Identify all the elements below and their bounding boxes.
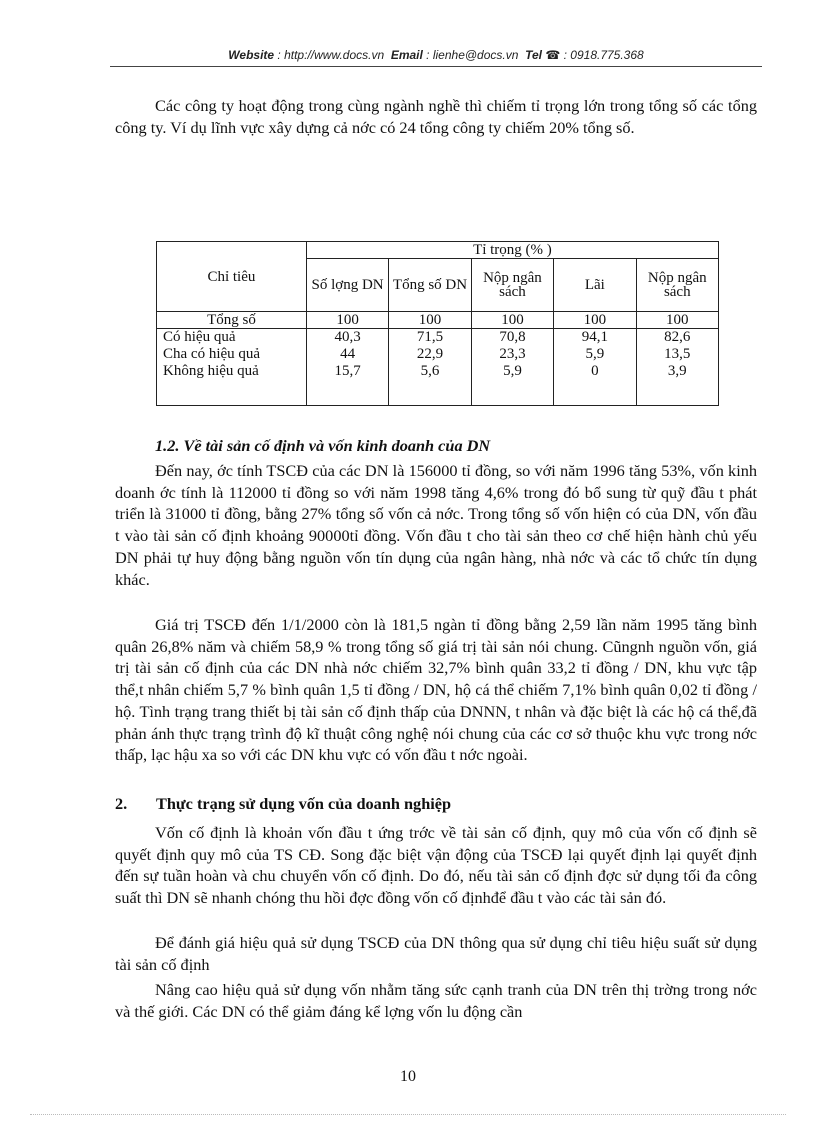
col-header: Nộp ngân sách [471, 259, 553, 312]
table-cell: 100 [389, 312, 471, 329]
table-cell: 22,9 [389, 346, 471, 363]
page-number: 10 [400, 1068, 416, 1085]
section-1-2-paragraph: Giá trị TSCĐ đến 1/1/2000 còn là 181,5 ngàn tỉ đồng bằng 2,59 lần năm 1995 tăng bình quân 26,8% năm và chiếm 58,9 % trong tổng số giá trị tài sản nói chung. Cũngnh nguồn vốn, giá trị tài sản cố định của các DN nhà nớc chiếm 32,7% bình quân 33,2 tỉ đồng / DN, khu vực tập thể,t nhân chiếm 5,7 % bình quân 1,5 tỉ đồng / DN, hộ cá thể chiếm 7,1% bình quân 0,02 tỉ đồng / hộ. Tình trạng trang thiết bị tài sản cố định thấp của DNNN, t nhân và đặc biệt là các hộ cá thể,đã phản ánh thực trạng trình độ kĩ thuật công nghệ nói chung của các cơ sở thuộc khu vực trong nớc thấp, lạc hậu xa so với các DN khu vực có vốn đầu t nớc ngoài. [115, 615, 757, 765]
table-cell: 100 [471, 312, 553, 329]
table-cell: 5,9 [471, 363, 553, 380]
table-cell: 100 [554, 312, 636, 329]
table-cell: 13,5 [636, 346, 718, 363]
section-2-paragraph: Vốn cố định là khoản vốn đầu t ứng trớc về tài sản cố định, quy mô của vốn cố định sẽ quyết định quy mô của TS CĐ. Song đặc biệt vận động của TSCĐ lại quyết định lại quyết định đến sự tuần hoàn và chu chuyển vốn cố định. Do đó, nếu tài sản cố định đợc sử dụng tối đa công suất thì DN sẽ nhanh chóng thu hồi đợc đồng vốn cố địnhđể đầu t vào các tài sản đó. [115, 823, 757, 908]
col-header: Nộp ngân sách [636, 259, 718, 312]
tel-value: : 0918.775.368 [563, 48, 644, 62]
total-label: Tổng số [157, 312, 307, 329]
table-row [157, 346, 719, 363]
table-cell: 44 [306, 346, 388, 363]
table-cell: 100 [306, 312, 388, 329]
email-value[interactable]: : lienhe@docs.vn [426, 48, 519, 62]
page-header [110, 48, 762, 62]
section-2-paragraph: Để đánh giá hiệu quả sử dụng TSCĐ của DN thông qua sử dụng chỉ tiêu hiệu suất sử dụng tài sản cố định [115, 933, 757, 974]
section-1-2-paragraph: Đến nay, ớc tính TSCĐ của các DN là 156000 tỉ đồng, so với năm 1996 tăng 53%, vốn kinh doanh ớc tính là 112000 tỉ đồng so với năm 1998 tăng 4,6% trong đó bổ sung từ quỹ đầu t phát triển là 31000 tỉ đồng, bằng 27% tổng số vốn cả nớc. Trong tổng số vốn hiện có của DN, vốn đầu t vào tài sản cố định khoảng 90000tỉ đồng. Vốn đầu t cho tài sản theo cơ chế hiện hành chủ yếu DN phải tự huy động bằng nguồn vốn tín dụng của ngân hàng, nhà nớc và các tổ chức tín dụng khác. [115, 461, 757, 589]
table-row-header: Chỉ tiêu [157, 242, 307, 312]
col-header: Số lợng DN [306, 259, 388, 312]
table-cell: 5,6 [389, 363, 471, 380]
section-1-2-heading: 1.2. Về tài sản cố định và vốn kinh doanh của DN [155, 436, 491, 455]
table-cell: 82,6 [636, 329, 718, 346]
col-header: Lãi [554, 259, 636, 312]
website-value[interactable]: : http://www.docs.vn [277, 48, 385, 62]
col-header: Tổng số DN [389, 259, 471, 312]
table-cell: 5,9 [554, 346, 636, 363]
table-cell: 100 [636, 312, 718, 329]
table-cell: 0 [554, 363, 636, 380]
intro-paragraph: Các công ty hoạt động trong cùng ngành nghề thì chiếm tỉ trọng lớn trong tổng số các tổng công ty. Ví dụ lĩnh vực xây dựng cả nớc có 24 tổng công ty chiếm 20% tổng số. [115, 96, 757, 137]
row-label: Cha có hiệu quả [157, 346, 307, 363]
section-2-paragraph: Nâng cao hiệu quả sử dụng vốn nhằm tăng sức cạnh tranh của DN trên thị trờng trong nớc và thế giới. Các DN có thể giảm đáng kể lợng vốn lu động cần [115, 980, 757, 1021]
table-cell: 3,9 [636, 363, 718, 380]
table-group-header: Tỉ trọng (% ) [306, 242, 718, 259]
table-cell: 94,1 [554, 329, 636, 346]
table-row [157, 329, 719, 346]
row-label: Có hiệu quả [157, 329, 307, 346]
row-label: Không hiệu quả [157, 363, 307, 380]
table-cell: 40,3 [306, 329, 388, 346]
phone-icon: ☎ [545, 48, 561, 62]
table-cell: 23,3 [471, 346, 553, 363]
email-label: Email [390, 48, 423, 62]
section-2-heading: 2. Thực trạng sử dụng vốn của doanh nghiệp [115, 794, 452, 813]
table-cell: 70,8 [471, 329, 553, 346]
footer-divider [30, 1114, 786, 1115]
table-cell: 71,5 [389, 329, 471, 346]
header-divider [110, 66, 762, 67]
ratio-table [156, 241, 719, 406]
table-row [157, 363, 719, 380]
table-cell: 15,7 [306, 363, 388, 380]
tel-label: Tel [525, 48, 542, 62]
website-label: Website [228, 48, 275, 62]
